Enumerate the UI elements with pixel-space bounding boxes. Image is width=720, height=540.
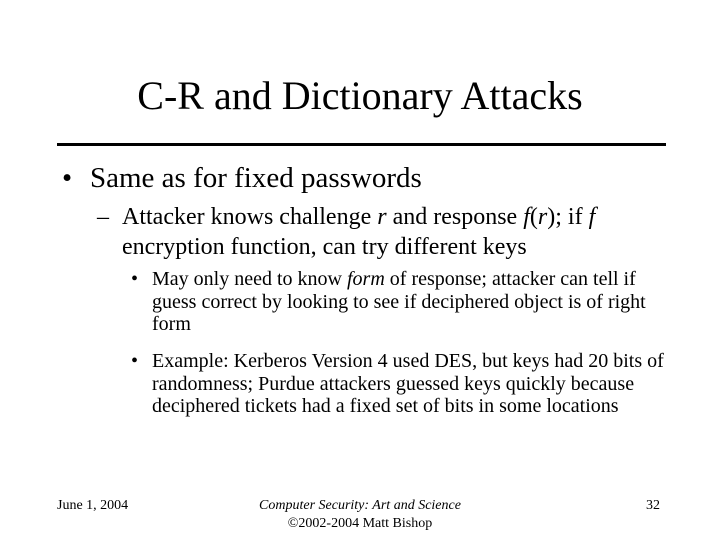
emphasis: form bbox=[346, 268, 385, 290]
bullet-level-3 bbox=[131, 268, 671, 336]
footer-date: June 1, 2004 bbox=[57, 498, 129, 513]
footer-source bbox=[200, 497, 520, 533]
title-divider bbox=[57, 143, 666, 146]
text-run: Attacker knows challenge bbox=[122, 204, 378, 230]
bullet-marker: • bbox=[62, 162, 73, 194]
bullet-level-3 bbox=[131, 350, 671, 418]
slide-title: C-R and Dictionary Attacks bbox=[137, 73, 583, 118]
math-variable: r bbox=[537, 204, 548, 230]
bullet-text: Example: Kerberos Version 4 used DES, but keys had 20 bits of randomness; Purdue attackers guessed keys quickly because deciphered tickets had a fixed set of bits in some locations bbox=[152, 350, 664, 417]
bullet-text bbox=[152, 268, 671, 336]
footer-copyright: ©2002-2004 Matt Bishop bbox=[287, 516, 433, 531]
bullet-text bbox=[122, 202, 687, 262]
page-number: 32 bbox=[646, 498, 660, 513]
text-run: ); if bbox=[547, 204, 589, 230]
bullet-level-2 bbox=[97, 202, 687, 262]
text-run: and response bbox=[386, 204, 524, 230]
bullet-text: Same as for fixed passwords bbox=[90, 162, 422, 194]
footer-book-title: Computer Security: Art and Science bbox=[259, 498, 461, 513]
text-run: encryption function, can try different keys bbox=[122, 234, 527, 260]
bullet-marker: • bbox=[131, 268, 139, 290]
math-variable: f bbox=[523, 204, 530, 230]
bullet-level-1 bbox=[62, 161, 682, 195]
text-run: May only need to know bbox=[152, 268, 347, 290]
dash-marker: – bbox=[97, 204, 109, 230]
math-variable: f bbox=[588, 204, 596, 230]
bullet-marker: • bbox=[131, 350, 139, 372]
text-run: of response; attacker can tell if guess correct by looking to see if deciphered object is of right form bbox=[152, 268, 646, 335]
math-variable: r bbox=[377, 204, 387, 230]
text-run: ( bbox=[529, 204, 538, 230]
